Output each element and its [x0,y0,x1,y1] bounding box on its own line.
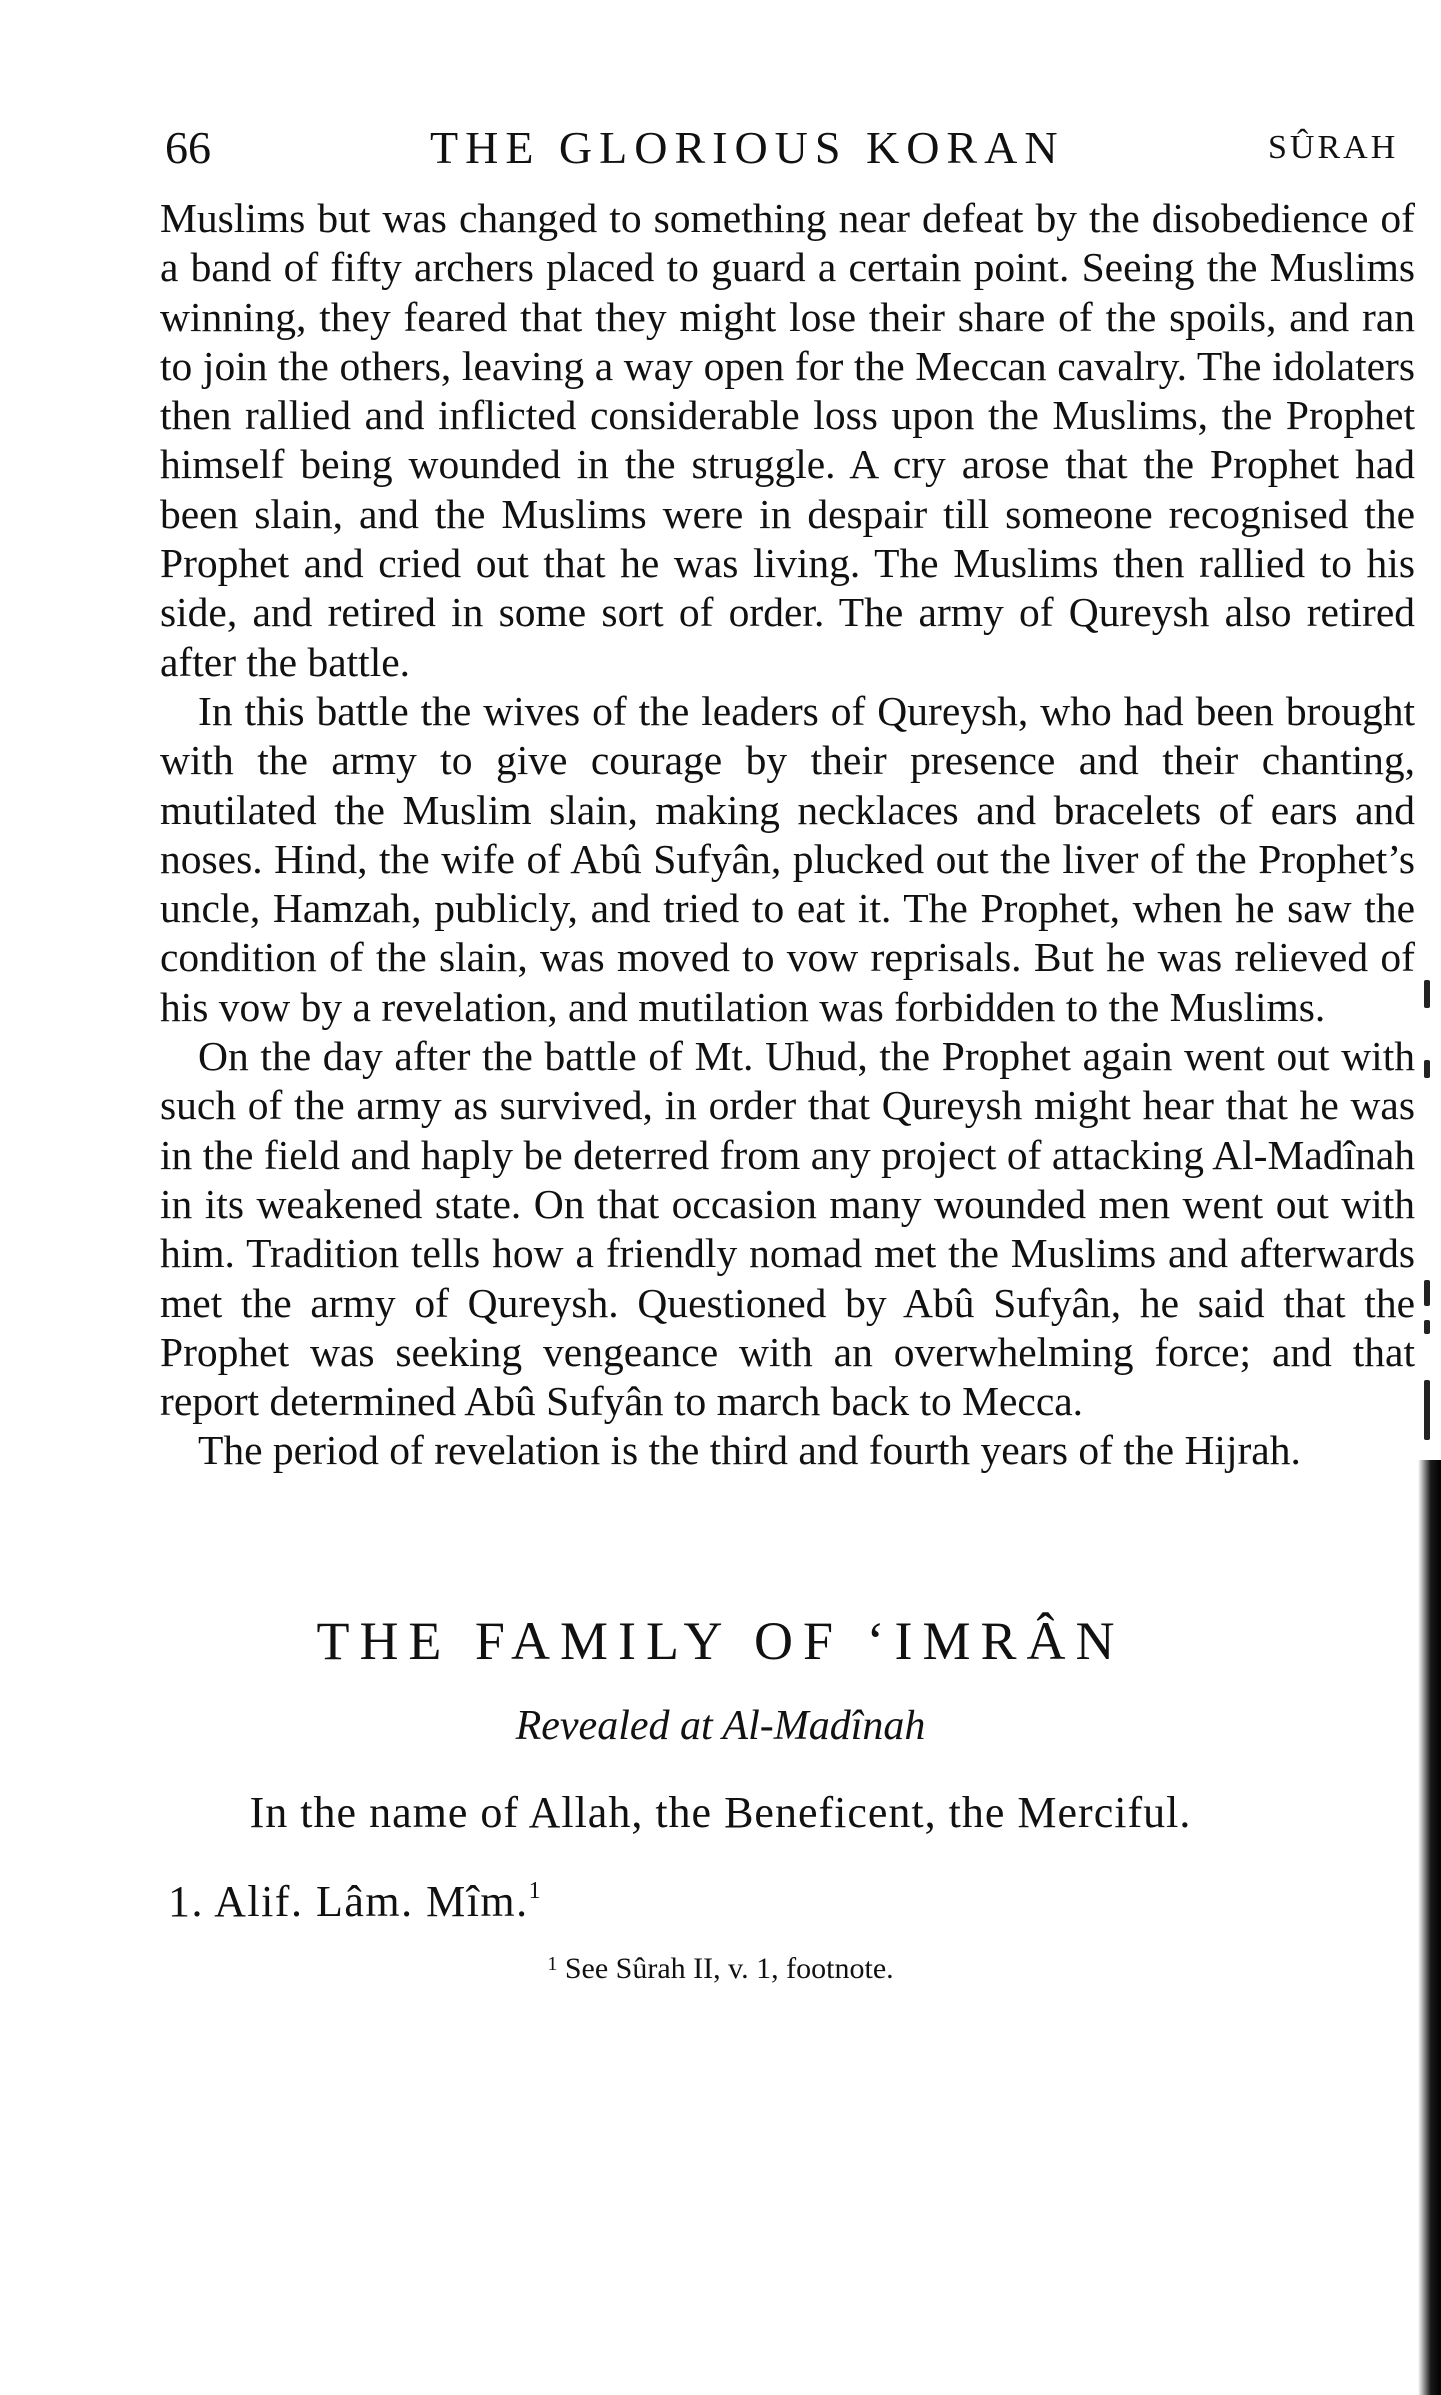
running-head [165,118,1430,178]
paragraph-3: On the day after the battle of Mt. Uhud, the Prophet again went out with such of the army as survived, in order that Qureysh might hear that he was in the field and haply be deterred from any project of attacking Al-Madînah in its weakened state. On that occasion many wounded men went out with him. Tradition tells how a friendly nomad met the Muslims and afterwards met the army of Qureysh. Questioned by Abû Sufyân, he said that the Prophet was seeking vengeance with an overwhelming force; and that report determined Abû Sufyân to march back to Mecca. [160,1033,1415,1425]
verse-text: Alif. Lâm. Mîm. [214,1877,529,1926]
page-number: 66 [165,122,211,173]
verse-1 [168,1862,542,1931]
footnote [0,1944,1441,1989]
footnote-mark: 1 [547,1953,558,1975]
footnote-text: See Sûrah II, v. 1, footnote. [564,1952,894,1985]
paragraph-2: In this battle the wives of the leaders of Qureysh, who had been brought with the army to give courage by their presence and their chanting, mutilated the Muslim slain, making necklaces and bracelets of ears and noses. Hind, the wife of Abû Sufyân, plucked out the liver of the Prophet’s uncle, Hamzah, publicly, and tried to eat it. The Prophet, when he saw the condition of the slain, was moved to vow reprisals. But he was relieved of his vow by a revelation, and mutilation was forbidden to the Muslims. [160,687,1415,1030]
footnote-reference: 1 [528,1878,543,1904]
page-edge-shadow [1418,1460,1441,2395]
invocation: In the name of Allah, the Beneficent, the Merciful. [249,1788,1192,1837]
introduction-text [160,194,1415,1476]
surah-title: THE FAMILY OF ‘IMRÂN [316,1611,1125,1671]
revelation-note: Revealed at Al-Madînah [515,1703,926,1749]
book-title: THE GLORIOUS KORAN [430,122,1065,173]
section-label: SÛRAH [1268,129,1399,166]
page-edge-marks [1416,980,1441,1480]
verse-number: 1. [168,1877,204,1926]
paragraph-1: Muslims but was changed to something near defeat by the disobedience of a band of fifty archers placed to guard a certain point. Seeing the Muslims winning, they feared that they might lose their share of the spoils, and ran to join the others, leaving a way open for the Meccan cavalry. The idolaters then rallied and inflicted considerable loss upon the Muslims, the Prophet himself being wounded in the struggle. A cry arose that the Prophet had been slain, and the Muslims were in despair till someone recognised the Prophet and cried out that he was living. The Muslims then rallied to his side, and retired in some sort of order. The army of Qureysh also retired after the battle. [160,195,1415,685]
paragraph-4: The period of revelation is the third and fourth years of the Hijrah. [198,1427,1301,1474]
